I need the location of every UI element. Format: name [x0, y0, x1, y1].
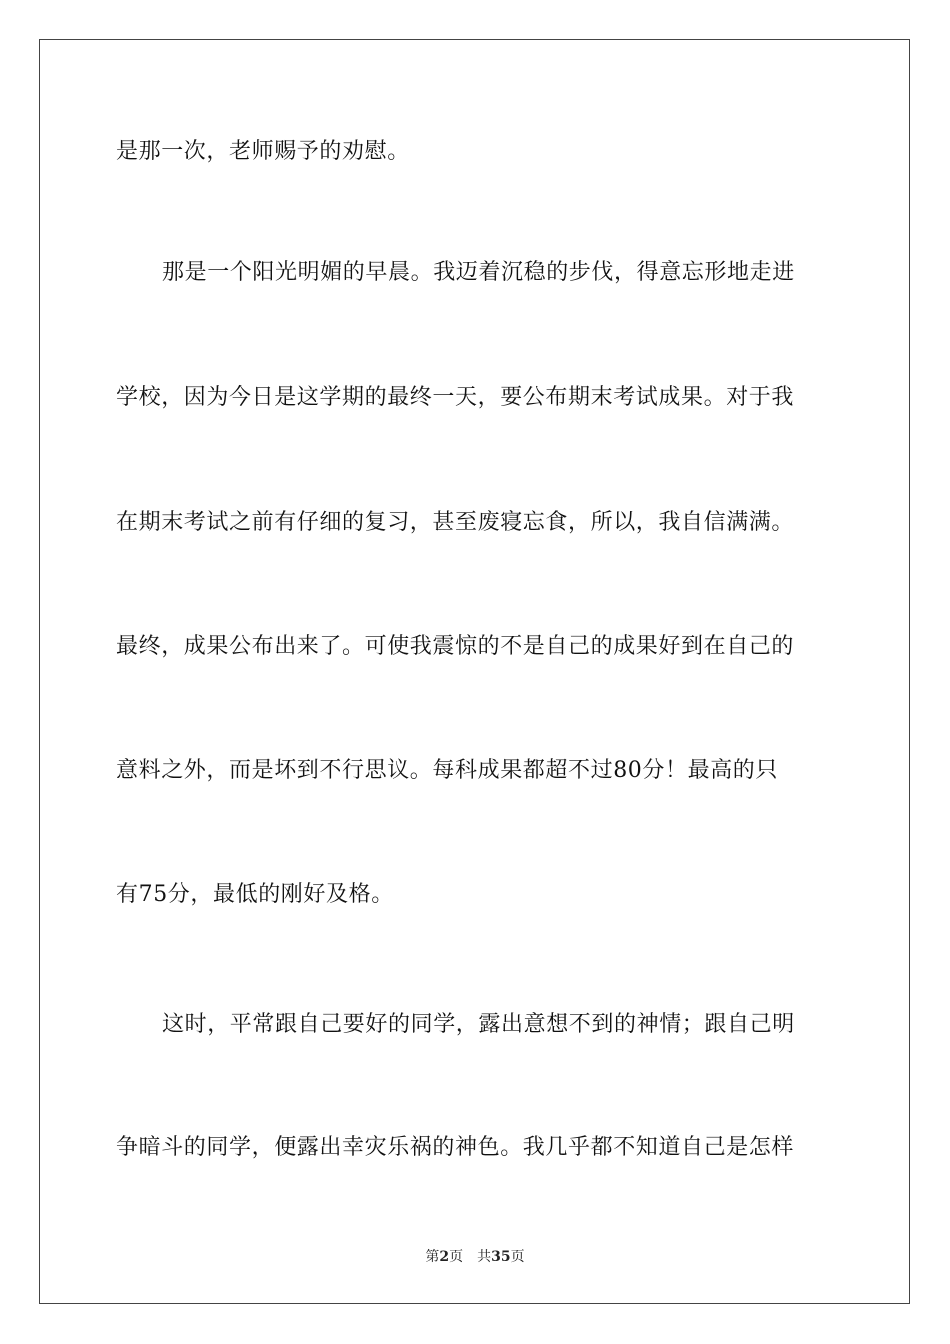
footer-page-number: 2 — [439, 1249, 450, 1265]
footer-page-prefix: 第 — [425, 1249, 440, 1265]
footer-page-suffix: 页 — [449, 1249, 464, 1265]
text-line-5: 最终，成果公布出来了。可使我震惊的不是自己的成果好到在自己的 — [116, 634, 795, 659]
text-line-9: 争暗斗的同学，便露出幸灾乐祸的神色。我几乎都不知道自己是怎样 — [116, 1135, 795, 1160]
footer-total-prefix: 共 — [477, 1249, 492, 1265]
text-line-4: 在期末考试之前有仔细的复习，甚至废寝忘食，所以，我自信满满。 — [116, 510, 795, 535]
page-footer — [0, 1248, 950, 1266]
footer-total-pages: 35 — [491, 1249, 511, 1265]
text-line-1: 是那一次，老师赐予的劝慰。 — [116, 139, 410, 164]
text-line-2: 那是一个阳光明媚的早晨。我迈着沉稳的步伐，得意忘形地走进 — [162, 260, 795, 285]
text-line-6: 意料之外，而是坏到不行思议。每科成果都超不过80分！最高的只 — [116, 758, 778, 783]
footer-total-suffix: 页 — [510, 1249, 525, 1265]
text-line-3: 学校，因为今日是这学期的最终一天，要公布期末考试成果。对于我 — [116, 385, 795, 410]
text-line-8: 这时，平常跟自己要好的同学，露出意想不到的神情；跟自己明 — [162, 1012, 795, 1037]
text-line-7: 有75分，最低的刚好及格。 — [116, 882, 394, 907]
page-border — [39, 39, 910, 1304]
